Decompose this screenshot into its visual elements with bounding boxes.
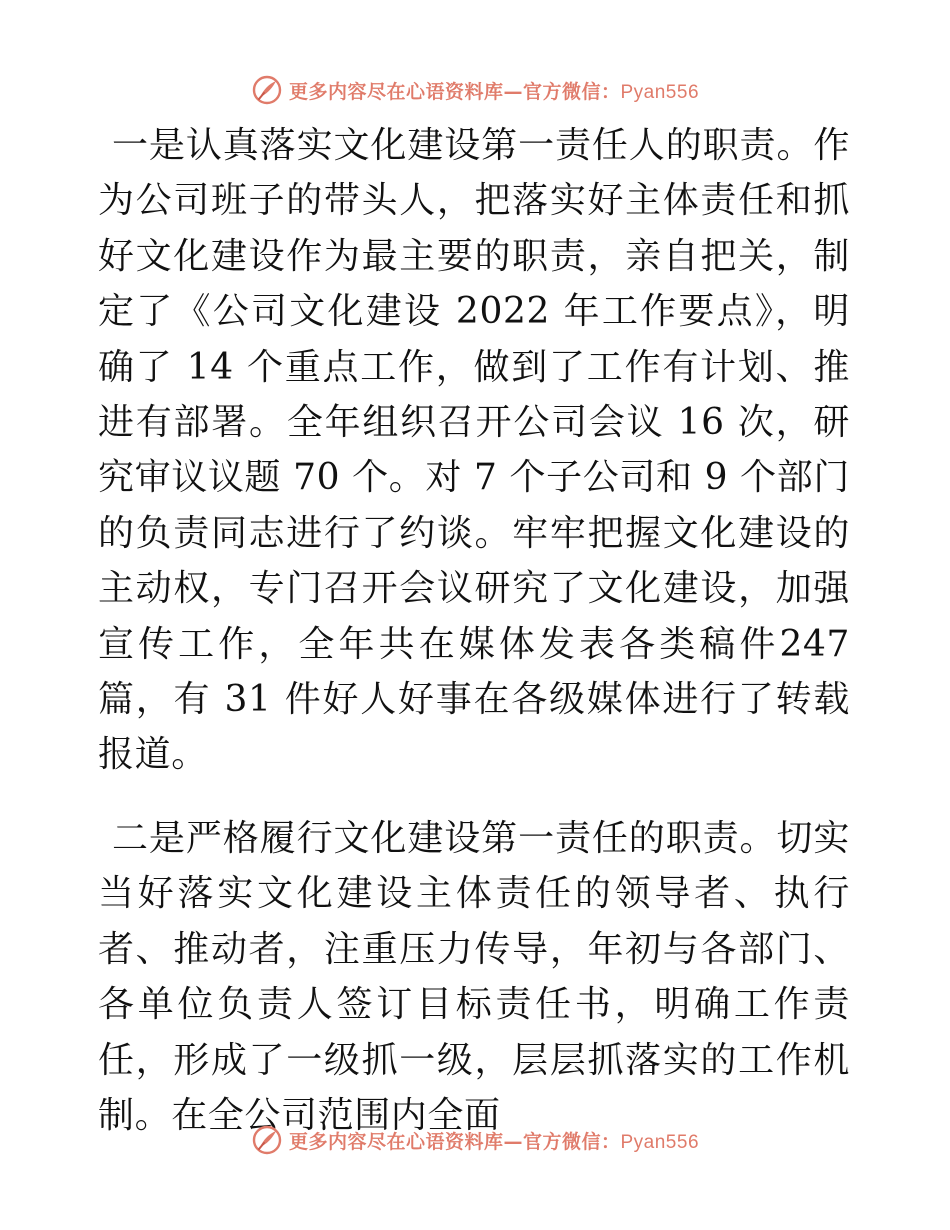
footer-watermark	[0, 1120, 950, 1160]
paragraph-1: 一是认真落实文化建设第一责任人的职责。作为公司班子的带头人，把落实好主体责任和抓好文化建设作为最主要的职责，亲自把关，制定了《公司文化建设 2022 年工作要点》，明确了 14 个重点工作，做到了工作有计划、推进有部署。全年组织召开公司会议 16 次，研究审议议题 70 个。对 7 个子公司和 9 个部门的负责同志进行了约谈。牢牢把握文化建设的主动权，专门召开会议研究了文化建设，加强宣传工作，全年共在媒体发表各类稿件247 篇，有 31 件好人好事在各级媒体进行了转载报道。	[98, 125, 850, 776]
watermark-text: 更多内容尽在心语资料库—官方微信：Pyan556	[288, 80, 700, 103]
quill-pen-logo-icon	[251, 74, 283, 106]
header-watermark	[0, 70, 950, 110]
quill-pen-logo-icon	[251, 1124, 283, 1156]
watermark-text: 更多内容尽在心语资料库—官方微信：Pyan556	[288, 1130, 700, 1153]
document-body	[98, 118, 850, 1143]
paragraph-2: 二是严格履行文化建设第一责任的职责。切实当好落实文化建设主体责任的领导者、执行者、推动者，注重压力传导，年初与各部门、各单位负责人签订目标责任书，明确工作责任，形成了一级抓一级，层层抓落实的工作机制。在全公司范围内全面	[98, 817, 850, 1136]
